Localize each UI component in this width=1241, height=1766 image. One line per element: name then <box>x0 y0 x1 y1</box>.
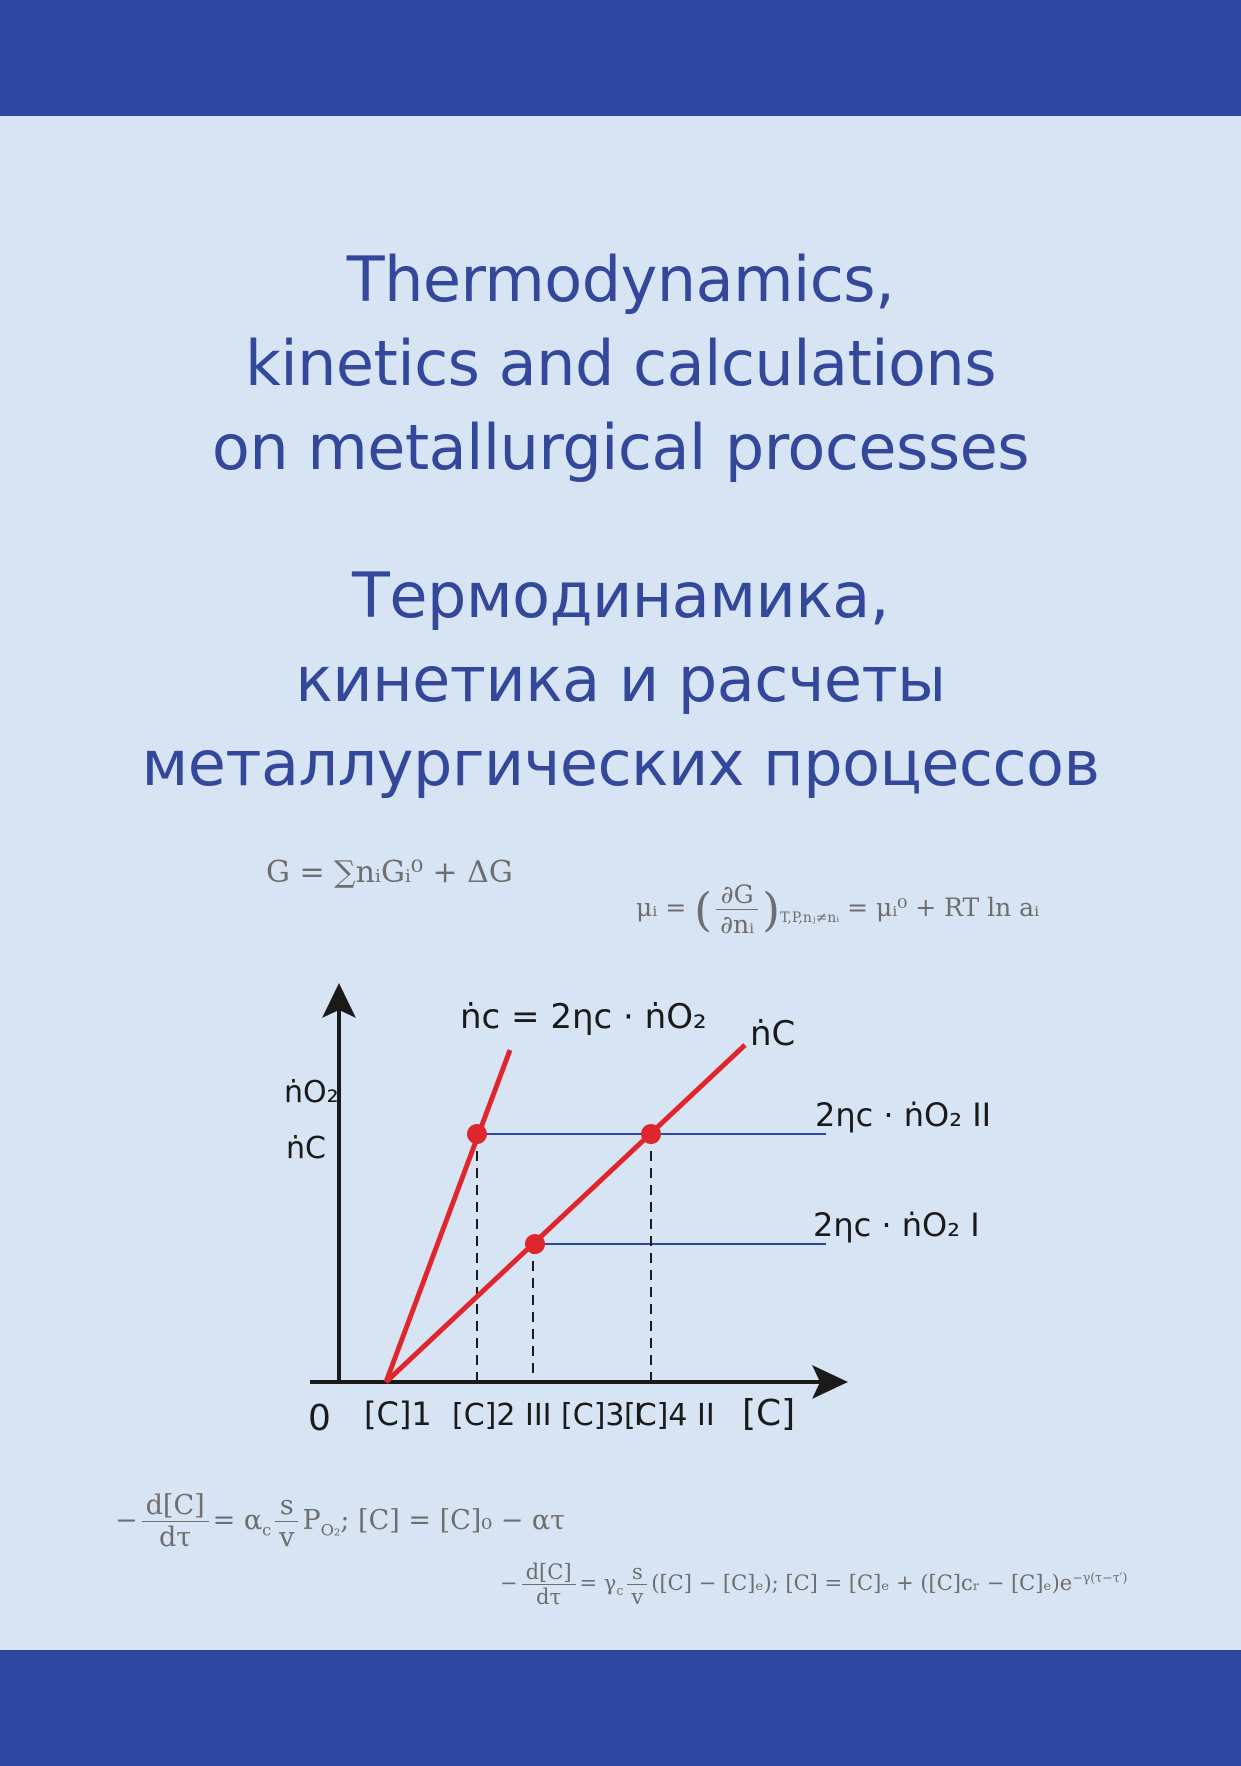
rate1-fraction <box>142 1490 209 1553</box>
y-axis-label-c: ṅC <box>286 1131 326 1166</box>
rate2-numerator: d[C] <box>522 1560 576 1585</box>
rate1-denominator: dτ <box>159 1522 192 1553</box>
rate2-rhs: = γ <box>579 1571 617 1595</box>
point-c2 <box>467 1124 487 1144</box>
mu-numerator: ∂G <box>716 880 758 910</box>
rate1-rhs: = α <box>212 1505 263 1536</box>
x-axis-label: [C] <box>742 1393 796 1434</box>
x-mark-c4: [C]4 II <box>624 1398 715 1433</box>
rate1-p: P <box>302 1505 321 1536</box>
rate1-numerator: d[C] <box>142 1490 209 1522</box>
bottom-band <box>0 1650 1241 1766</box>
point-c3 <box>525 1234 545 1254</box>
mu-subscript: T,P,nⱼ≠nᵢ <box>780 910 840 926</box>
mu-lhs: μᵢ = <box>636 893 687 922</box>
rate2-exponent: −γ(τ−τ′) <box>1072 1570 1128 1585</box>
point-c4 <box>641 1124 661 1144</box>
y-axis-label-o2: ṅO₂ <box>284 1075 339 1110</box>
shallow-red-line <box>386 1045 745 1382</box>
rate-equation-2: − $\frac{d[C]}{d\tau}$ = $\gamma_c$ $\frac{s}{v}$ ([C] − [C]ₑ); [C] = [C]ₑ + ([C]ᴄᵣ − $[C]_e)e^{-\gamma(\tau-\tau')}$ <box>500 1560 1128 1609</box>
title-ru-line-1: Термодинамика, <box>352 559 889 632</box>
steep-line-label: ṅc = 2ηc · ṅO₂ <box>460 997 707 1037</box>
mu-rhs: = μᵢ⁰ + RT ln aᵢ <box>847 893 1040 922</box>
steep-red-line <box>386 1050 510 1382</box>
title-ru-line-2: кинетика и расчеты <box>295 643 946 716</box>
title-en-line-3: on metallurgical processes <box>211 411 1030 484</box>
chemical-potential-formula: μᵢ = ( $\frac{\partial G}{\text{∂nᵢ}}$ )$_{T,P,nⱼ\ne nᵢ}$ = μᵢ⁰ + RT ln aᵢ <box>636 880 1040 939</box>
rate1-tail: ; [C] = [C]₀ − ατ <box>340 1505 566 1536</box>
shallow-line-label: ṅC <box>750 1014 796 1054</box>
rate2-sv: $\frac{s}{v}$ <box>627 1560 647 1609</box>
rate1-sv: $\frac{s}{v}$ <box>275 1490 298 1553</box>
title-ru-line-3: металлургических процессов <box>141 727 1100 800</box>
rate2-tail: ([C] − [C]ₑ); [C] = [C]ₑ + ([C]ᴄᵣ − [C]ₑ)e <box>651 1571 1073 1595</box>
title-en-line-2: kinetics and calculations <box>244 327 997 400</box>
x-mark-c2: [C]2 III [C]3 I <box>452 1398 643 1433</box>
rate2-fraction <box>522 1560 576 1609</box>
level-II-label: 2ηc · ṅO₂ II <box>815 1096 992 1134</box>
rate2-denominator: dτ <box>536 1585 562 1609</box>
x-mark-c1: [C]1 <box>364 1395 432 1433</box>
rate-equation-1: − $\frac{d[C]}{d\tau}$ = $\alpha_c$ $\frac{s}{v}$ $P_{O_2}$; [C] = [C]₀ − ατ <box>115 1490 566 1553</box>
gibbs-formula: G = ∑nᵢGᵢ⁰ + ΔG <box>266 855 513 890</box>
mu-denominator: ∂nᵢ <box>720 910 755 939</box>
title-en-line-1: Thermodynamics, <box>346 243 895 316</box>
origin-label: 0 <box>308 1398 331 1439</box>
level-I-label: 2ηc · ṅO₂ I <box>813 1206 980 1244</box>
